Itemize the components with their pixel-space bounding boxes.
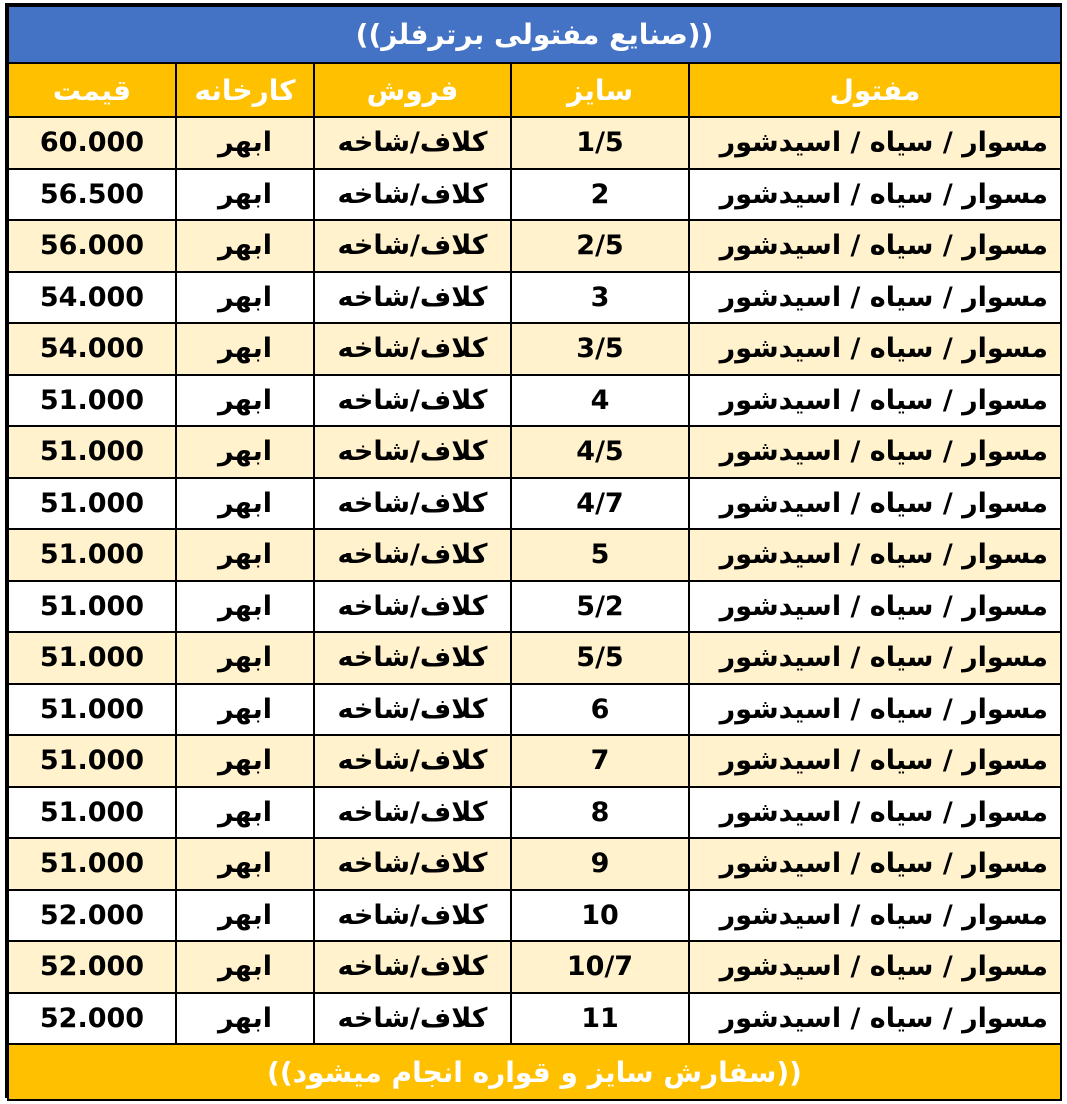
price-cell: 60.000 <box>8 117 176 169</box>
wire-cell: مسوار / سیاه / اسیدشور <box>689 272 1061 324</box>
wire-cell: مسوار / سیاه / اسیدشور <box>689 478 1061 530</box>
wire-cell: مسوار / سیاه / اسیدشور <box>689 838 1061 890</box>
header-wire: مفتول <box>689 63 1061 117</box>
price-table-container <box>5 3 1062 1098</box>
table-row <box>8 478 1061 530</box>
sale-cell: کلاف/شاخه <box>314 478 511 530</box>
size-cell: 6 <box>511 684 689 736</box>
sale-cell: کلاف/شاخه <box>314 169 511 221</box>
price-table <box>7 5 1062 1101</box>
factory-cell: ابهر <box>176 323 314 375</box>
wire-cell: مسوار / سیاه / اسیدشور <box>689 169 1061 221</box>
factory-cell: ابهر <box>176 426 314 478</box>
price-cell: 51.000 <box>8 684 176 736</box>
factory-cell: ابهر <box>176 684 314 736</box>
factory-cell: ابهر <box>176 941 314 993</box>
size-cell: 4/5 <box>511 426 689 478</box>
factory-cell: ابهر <box>176 581 314 633</box>
factory-cell: ابهر <box>176 220 314 272</box>
sale-cell: کلاف/شاخه <box>314 426 511 478</box>
table-row <box>8 632 1061 684</box>
header-price: قیمت <box>8 63 176 117</box>
wire-cell: مسوار / سیاه / اسیدشور <box>689 375 1061 427</box>
price-cell: 52.000 <box>8 890 176 942</box>
wire-cell: مسوار / سیاه / اسیدشور <box>689 993 1061 1045</box>
price-cell: 51.000 <box>8 787 176 839</box>
wire-cell: مسوار / سیاه / اسیدشور <box>689 581 1061 633</box>
table-row <box>8 117 1061 169</box>
sale-cell: کلاف/شاخه <box>314 684 511 736</box>
wire-cell: مسوار / سیاه / اسیدشور <box>689 941 1061 993</box>
factory-cell: ابهر <box>176 169 314 221</box>
wire-cell: مسوار / سیاه / اسیدشور <box>689 426 1061 478</box>
table-row <box>8 169 1061 221</box>
size-cell: 1/5 <box>511 117 689 169</box>
size-cell: 10 <box>511 890 689 942</box>
size-cell: 2/5 <box>511 220 689 272</box>
sale-cell: کلاف/شاخه <box>314 890 511 942</box>
header-sale: فروش <box>314 63 511 117</box>
price-cell: 51.000 <box>8 735 176 787</box>
size-cell: 11 <box>511 993 689 1045</box>
sale-cell: کلاف/شاخه <box>314 117 511 169</box>
sale-cell: کلاف/شاخه <box>314 272 511 324</box>
header-row <box>8 63 1061 117</box>
size-cell: 5/5 <box>511 632 689 684</box>
table-row <box>8 323 1061 375</box>
factory-cell: ابهر <box>176 787 314 839</box>
price-cell: 51.000 <box>8 529 176 581</box>
table-row <box>8 890 1061 942</box>
factory-cell: ابهر <box>176 838 314 890</box>
price-cell: 51.000 <box>8 478 176 530</box>
size-cell: 8 <box>511 787 689 839</box>
price-cell: 54.000 <box>8 272 176 324</box>
price-cell: 52.000 <box>8 993 176 1045</box>
size-cell: 4/7 <box>511 478 689 530</box>
sale-cell: کلاف/شاخه <box>314 529 511 581</box>
sale-cell: کلاف/شاخه <box>314 941 511 993</box>
factory-cell: ابهر <box>176 632 314 684</box>
price-cell: 56.500 <box>8 169 176 221</box>
factory-cell: ابهر <box>176 735 314 787</box>
table-row <box>8 581 1061 633</box>
table-row <box>8 375 1061 427</box>
factory-cell: ابهر <box>176 272 314 324</box>
sale-cell: کلاف/شاخه <box>314 632 511 684</box>
sale-cell: کلاف/شاخه <box>314 323 511 375</box>
wire-cell: مسوار / سیاه / اسیدشور <box>689 632 1061 684</box>
sale-cell: کلاف/شاخه <box>314 735 511 787</box>
factory-cell: ابهر <box>176 375 314 427</box>
table-row <box>8 941 1061 993</box>
price-cell: 51.000 <box>8 375 176 427</box>
header-size: سایز <box>511 63 689 117</box>
size-cell: 7 <box>511 735 689 787</box>
sale-cell: کلاف/شاخه <box>314 581 511 633</box>
table-row <box>8 838 1061 890</box>
wire-cell: مسوار / سیاه / اسیدشور <box>689 220 1061 272</box>
price-cell: 51.000 <box>8 581 176 633</box>
size-cell: 9 <box>511 838 689 890</box>
sale-cell: کلاف/شاخه <box>314 220 511 272</box>
size-cell: 4 <box>511 375 689 427</box>
factory-cell: ابهر <box>176 478 314 530</box>
table-footer: ((سفارش سایز و قواره انجام میشود)) <box>8 1044 1061 1100</box>
size-cell: 3 <box>511 272 689 324</box>
factory-cell: ابهر <box>176 890 314 942</box>
wire-cell: مسوار / سیاه / اسیدشور <box>689 735 1061 787</box>
table-row <box>8 529 1061 581</box>
sale-cell: کلاف/شاخه <box>314 838 511 890</box>
wire-cell: مسوار / سیاه / اسیدشور <box>689 890 1061 942</box>
table-title: ((صنایع مفتولی برترفلز)) <box>8 6 1061 63</box>
size-cell: 2 <box>511 169 689 221</box>
wire-cell: مسوار / سیاه / اسیدشور <box>689 323 1061 375</box>
size-cell: 5/2 <box>511 581 689 633</box>
sale-cell: کلاف/شاخه <box>314 375 511 427</box>
header-factory: کارخانه <box>176 63 314 117</box>
wire-cell: مسوار / سیاه / اسیدشور <box>689 117 1061 169</box>
wire-cell: مسوار / سیاه / اسیدشور <box>689 684 1061 736</box>
wire-cell: مسوار / سیاه / اسیدشور <box>689 787 1061 839</box>
sale-cell: کلاف/شاخه <box>314 993 511 1045</box>
wire-cell: مسوار / سیاه / اسیدشور <box>689 529 1061 581</box>
factory-cell: ابهر <box>176 529 314 581</box>
size-cell: 10/7 <box>511 941 689 993</box>
table-row <box>8 426 1061 478</box>
table-row <box>8 272 1061 324</box>
table-row <box>8 684 1061 736</box>
price-cell: 56.000 <box>8 220 176 272</box>
size-cell: 5 <box>511 529 689 581</box>
price-cell: 52.000 <box>8 941 176 993</box>
table-row <box>8 787 1061 839</box>
factory-cell: ابهر <box>176 117 314 169</box>
table-row <box>8 735 1061 787</box>
table-row <box>8 993 1061 1045</box>
factory-cell: ابهر <box>176 993 314 1045</box>
sale-cell: کلاف/شاخه <box>314 787 511 839</box>
table-row <box>8 220 1061 272</box>
price-cell: 51.000 <box>8 426 176 478</box>
size-cell: 3/5 <box>511 323 689 375</box>
price-cell: 54.000 <box>8 323 176 375</box>
price-cell: 51.000 <box>8 838 176 890</box>
price-cell: 51.000 <box>8 632 176 684</box>
